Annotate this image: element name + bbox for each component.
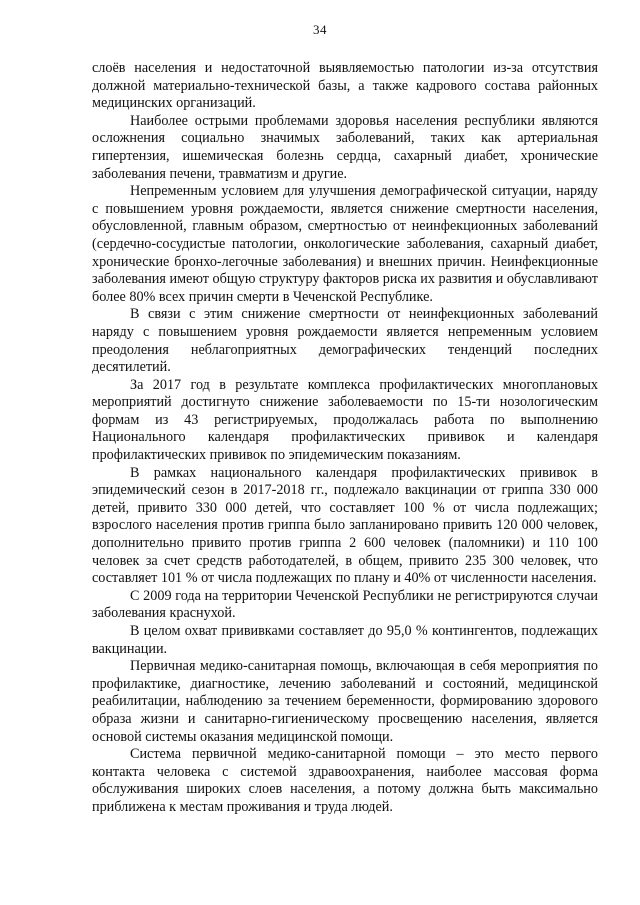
paragraph-vaccination-flu: В рамках национального календаря профилактических прививок в эпидемический сезон в 2017-2018 гг., подлежало вакцинации от гриппа 330 000 детей, привито 330 000 детей, что составляет 100 % от числа подлежащих; взрослого населения против гриппа было запланировано привить 120 000 человек, дополнительно привито против гриппа 2 600 человек (паломники) и 110 100 человек за счет средств работодателей, в общем, привито 235 300 человек, что составляет 101 % от числа подлежащих по плану и 40% от численности населения. — [92, 464, 598, 587]
paragraph-continuation: слоёв населения и недостаточной выявляемостью патологии из-за отсутствия должной материально-технической базы, а также кадрового состава районных медицинских организаций. — [92, 60, 598, 112]
page-number: 34 — [313, 22, 327, 37]
paragraph-demographic-condition: Непременным условием для улучшения демографической ситуации, наряду с повышением уровня рождаемости, является снижение смертности населения, обусловленной, главным образом, смертностью от неинфекционных заболеваний (сердечно-сосудистые патологии, онкологические заболевания, сахарный диабет, хронические бронхо-легочные заболевания) и внешних причин. Неинфекционные заболевания имеют общую структуру факторов риска их развития и обуславливают более 80% всех причин смерти в Чеченской Республике. — [92, 183, 598, 305]
paragraph-mortality-reduction: В связи с этим снижение смертности от неинфекционных заболеваний наряду с повышением уровня рождаемости является непременным условием преодоления неблагоприятных демографических тенденций последних десятилетий. — [92, 306, 598, 376]
document-body — [92, 60, 598, 817]
paragraph-2017-results: За 2017 год в результате комплекса профилактических многоплановых мероприятий достигнуто снижение заболеваемости по 15-ти нозологическим формам из 43 регистрируемых, продолжалась работа по выполнению Национального календаря профилактических прививок и календаря профилактических прививок по эпидемическим показаниям. — [92, 376, 598, 464]
paragraph-coverage: В целом охват прививками составляет до 95,0 % контингентов, подлежащих вакцинации. — [92, 623, 598, 657]
paragraph-primary-care: Первичная медико-санитарная помощь, включающая в себя мероприятия по профилактике, диагностике, лечению заболеваний и состояний, медицинской реабилитации, наблюдению за течением беременности, формированию здорового образа жизни и санитарно-гигиеническому просвещению населения, является основой системы оказания медицинской помощи. — [92, 658, 598, 745]
paragraph-primary-care-system: Система первичной медико-санитарной помощи – это место первого контакта человека с системой здравоохранения, наиболее массовая форма обслуживания широких слоев населения, а потому должна быть максимально приближена к местам проживания и труда людей. — [92, 746, 598, 815]
paragraph-rubella: С 2009 года на территории Чеченской Республики не регистрируются случаи заболевания краснухой. — [92, 587, 598, 622]
paragraph-health-problems: Наиболее острыми проблемами здоровья населения республики являются осложнения социально значимых заболеваний, таких как артериальная гипертензия, ишемическая болезнь сердца, сахарный диабет, хронические заболевания печени, травматизм и другие. — [92, 112, 598, 182]
